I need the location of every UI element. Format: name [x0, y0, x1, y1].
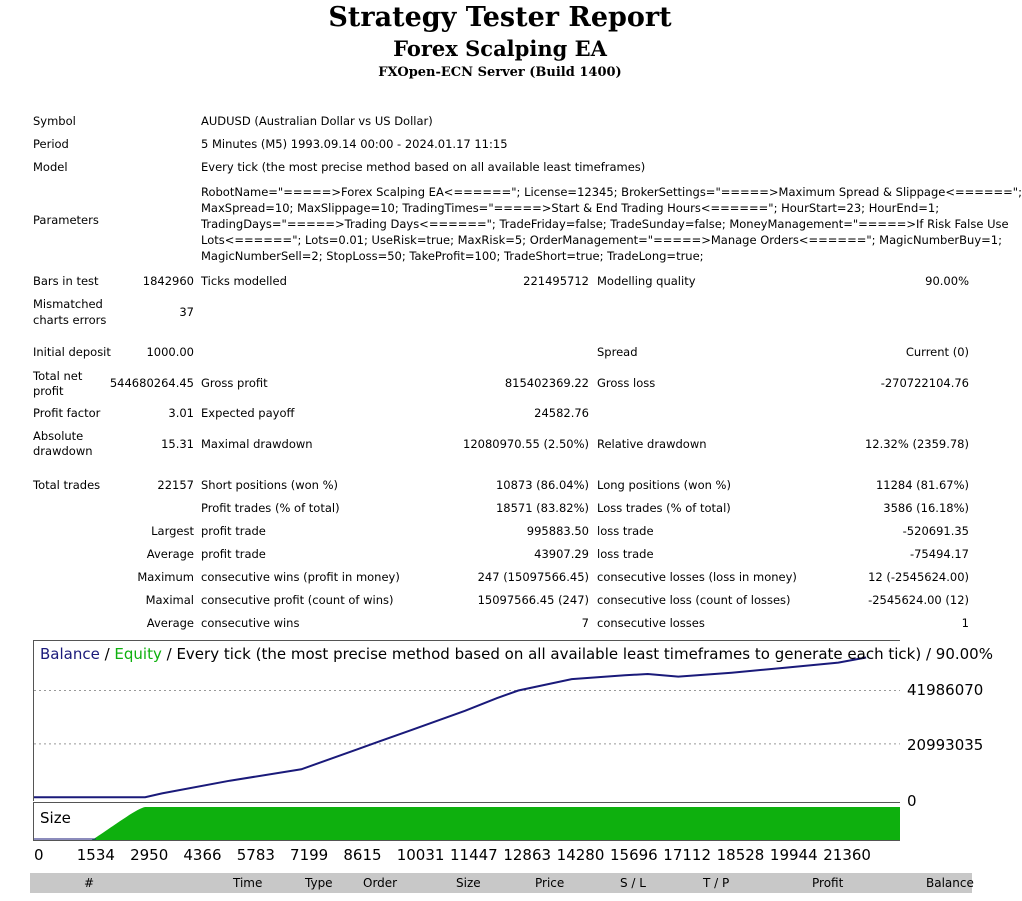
parameters-line: MagicNumberSell=2; StopLoss=50; TakeProfit=100; TradeShort=true; TradeLong=true; — [201, 249, 704, 263]
parameters-label: Parameters — [33, 213, 99, 227]
loss-trades-value: 3586 (16.18%) — [883, 501, 969, 515]
x-tick-label: 0 — [34, 846, 44, 864]
legend-equity: Equity — [114, 645, 162, 663]
mismatch-value: 37 — [179, 305, 194, 319]
col-price: Price — [535, 876, 565, 890]
period-value: 5 Minutes (M5) 1993.09.14 00:00 - 2024.01.17 11:15 — [201, 137, 508, 151]
col-type: Type — [305, 876, 333, 890]
x-tick-label: 4366 — [183, 846, 222, 864]
bars-label: Bars in test — [33, 274, 99, 288]
maximal-drawdown-label: Maximal drawdown — [201, 437, 313, 451]
size-area — [92, 807, 900, 840]
model-label: Model — [33, 160, 68, 174]
avg-consecutive-losses-value: 1 — [961, 616, 969, 630]
profit-trades-label: Profit trades (% of total) — [201, 501, 340, 515]
server-name: FXOpen-ECN Server (Build 1400) — [378, 65, 622, 80]
col-tp: T / P — [703, 876, 730, 890]
net-profit-label-2: profit — [33, 384, 64, 398]
average-consecutive-label: Average — [146, 616, 194, 630]
y-tick-label: 20993035 — [907, 736, 984, 754]
max-consecutive-wins-value: 247 (15097566.45) — [477, 570, 589, 584]
loss-trades-label: Loss trades (% of total) — [597, 501, 731, 515]
size-label: Size — [40, 809, 71, 827]
maximal-consecutive-profit-label: consecutive profit (count of wins) — [201, 593, 394, 607]
x-tick-label: 21360 — [823, 846, 871, 864]
gross-loss-label: Gross loss — [597, 376, 656, 390]
x-tick-label: 8615 — [343, 846, 382, 864]
max-consecutive-losses-label: consecutive losses (loss in money) — [597, 570, 797, 584]
gross-loss-value: -270722104.76 — [880, 376, 969, 390]
short-positions-label: Short positions (won %) — [201, 478, 339, 492]
period-label: Period — [33, 137, 69, 151]
model-value: Every tick (the most precise method based on all available least timeframes) — [201, 160, 646, 174]
balance-chart — [33, 640, 900, 801]
expected-payoff-value: 24582.76 — [534, 406, 589, 420]
x-tick-label: 5783 — [236, 846, 275, 864]
chart-title — [40, 645, 993, 663]
largest-loss-value: -520691.35 — [902, 524, 969, 538]
x-tick-label: 1534 — [76, 846, 115, 864]
max-consecutive-losses-value: 12 (-2545624.00) — [868, 570, 969, 584]
total-trades-value: 22157 — [157, 478, 194, 492]
x-tick-label: 11447 — [450, 846, 498, 864]
deposit-value: 1000.00 — [146, 345, 194, 359]
deposit-label: Initial deposit — [33, 345, 111, 359]
profit-factor-value: 3.01 — [168, 406, 194, 420]
bars-value: 1842960 — [142, 274, 194, 288]
long-positions-label: Long positions (won %) — [597, 478, 731, 492]
mismatch-label: Mismatched — [33, 297, 103, 311]
spread-label: Spread — [597, 345, 638, 359]
quality-label: Modelling quality — [597, 274, 696, 288]
parameters-value — [201, 184, 1022, 264]
col-number: # — [84, 876, 95, 890]
symbol-label: Symbol — [33, 114, 76, 128]
relative-drawdown-label: Relative drawdown — [597, 437, 707, 451]
maximal-consecutive-loss-value: -2545624.00 (12) — [868, 593, 969, 607]
x-tick-label: 17112 — [663, 846, 712, 864]
profit-factor-label: Profit factor — [33, 406, 101, 420]
quality-value: 90.00% — [925, 274, 969, 288]
y-tick-label: 41986070 — [907, 681, 984, 699]
size-chart — [33, 802, 900, 841]
net-profit-label: Total net — [33, 369, 83, 383]
col-size: Size — [456, 876, 481, 890]
ea-name: Forex Scalping EA — [393, 36, 607, 61]
y-tick-label: 0 — [907, 792, 917, 810]
legend-separator: / — [99, 645, 115, 663]
legend-balance: Balance — [40, 645, 100, 663]
long-positions-value: 11284 (81.67%) — [875, 478, 969, 492]
maximal-consecutive-loss-label: consecutive loss (count of losses) — [597, 593, 791, 607]
parameters-line: TradingDays="=====>Trading Days<======"; TradeFriday=false; TradeSunday=false; MoneyManagement="=====>If Risk False Use — [201, 217, 1009, 231]
gross-profit-value: 815402369.22 — [504, 376, 589, 390]
maximal-drawdown-value: 12080970.55 (2.50%) — [463, 437, 589, 451]
profit-trades-value: 18571 (83.82%) — [495, 501, 589, 515]
col-time: Time — [233, 876, 263, 890]
x-tick-label: 7199 — [290, 846, 329, 864]
x-tick-label: 18528 — [716, 846, 765, 864]
short-positions-value: 10873 (86.04%) — [495, 478, 589, 492]
spread-value: Current (0) — [905, 345, 969, 359]
avg-consecutive-wins-value: 7 — [581, 616, 589, 630]
size-chart-svg — [34, 803, 900, 840]
average-loss-value: -75494.17 — [909, 547, 969, 561]
col-sl: S / L — [620, 876, 646, 890]
total-trades-label: Total trades — [33, 478, 101, 492]
maximal-label: Maximal — [145, 593, 194, 607]
net-profit-value: 544680264.45 — [109, 376, 194, 390]
avg-consecutive-losses-label: consecutive losses — [597, 616, 705, 630]
expected-payoff-label: Expected payoff — [201, 406, 295, 420]
mismatch-label-2: charts errors — [33, 313, 107, 327]
relative-drawdown-value: 12.32% (2359.78) — [864, 437, 969, 451]
largest-profit-label: profit trade — [201, 524, 266, 538]
absolute-drawdown-label: Absolute — [33, 429, 84, 443]
x-tick-label: 2950 — [130, 846, 169, 864]
parameters-line: RobotName="=====>Forex Scalping EA<======"; License=12345; BrokerSettings="=====>Maximum Spread & Slippage<======"; — [201, 185, 1022, 199]
average-label: Average — [146, 547, 194, 561]
absolute-drawdown-value: 15.31 — [161, 437, 194, 451]
maximal-consecutive-profit-value: 15097566.45 (247) — [477, 593, 589, 607]
parameters-line: MaxSpread=10; MaxSlippage=10; TradingTimes="=====>Start & End Trading Hours<======"; HourStart=23; HourEnd=1; — [201, 201, 940, 215]
largest-profit-value: 995883.50 — [526, 524, 589, 538]
ticks-label: Ticks modelled — [201, 274, 287, 288]
gross-profit-label: Gross profit — [201, 376, 268, 390]
x-tick-label: 14280 — [556, 846, 605, 864]
ticks-value: 221495712 — [523, 274, 589, 288]
largest-label: Largest — [151, 524, 194, 538]
x-tick-label: 12863 — [503, 846, 552, 864]
x-tick-label: 10031 — [396, 846, 445, 864]
average-profit-value: 43907.29 — [534, 547, 589, 561]
symbol-value: AUDUSD (Australian Dollar vs US Dollar) — [201, 114, 433, 128]
col-order: Order — [363, 876, 398, 890]
avg-consecutive-wins-label: consecutive wins — [201, 616, 300, 630]
report-title: Strategy Tester Report — [328, 2, 672, 33]
series-line-balance — [34, 658, 866, 798]
average-profit-label: profit trade — [201, 547, 266, 561]
balance-chart-svg — [34, 641, 900, 801]
col-balance: Balance — [926, 876, 974, 890]
x-tick-label: 19944 — [769, 846, 818, 864]
absolute-drawdown-label-2: drawdown — [33, 444, 93, 458]
maximum-label: Maximum — [137, 570, 194, 584]
col-profit: Profit — [812, 876, 844, 890]
average-loss-label: loss trade — [597, 547, 654, 561]
chart-title-rest: / Every tick (the most precise method based on all available least timeframes to generate each tick) / 90.00% — [161, 645, 993, 663]
max-consecutive-wins-label: consecutive wins (profit in money) — [201, 570, 400, 584]
largest-loss-label: loss trade — [597, 524, 654, 538]
parameters-line: Lots<======"; Lots=0.01; UseRisk=true; MaxRisk=5; OrderManagement="=====>Manage Orders<======"; MagicNumberBuy=1; — [201, 233, 1002, 247]
x-tick-label: 15696 — [609, 846, 658, 864]
